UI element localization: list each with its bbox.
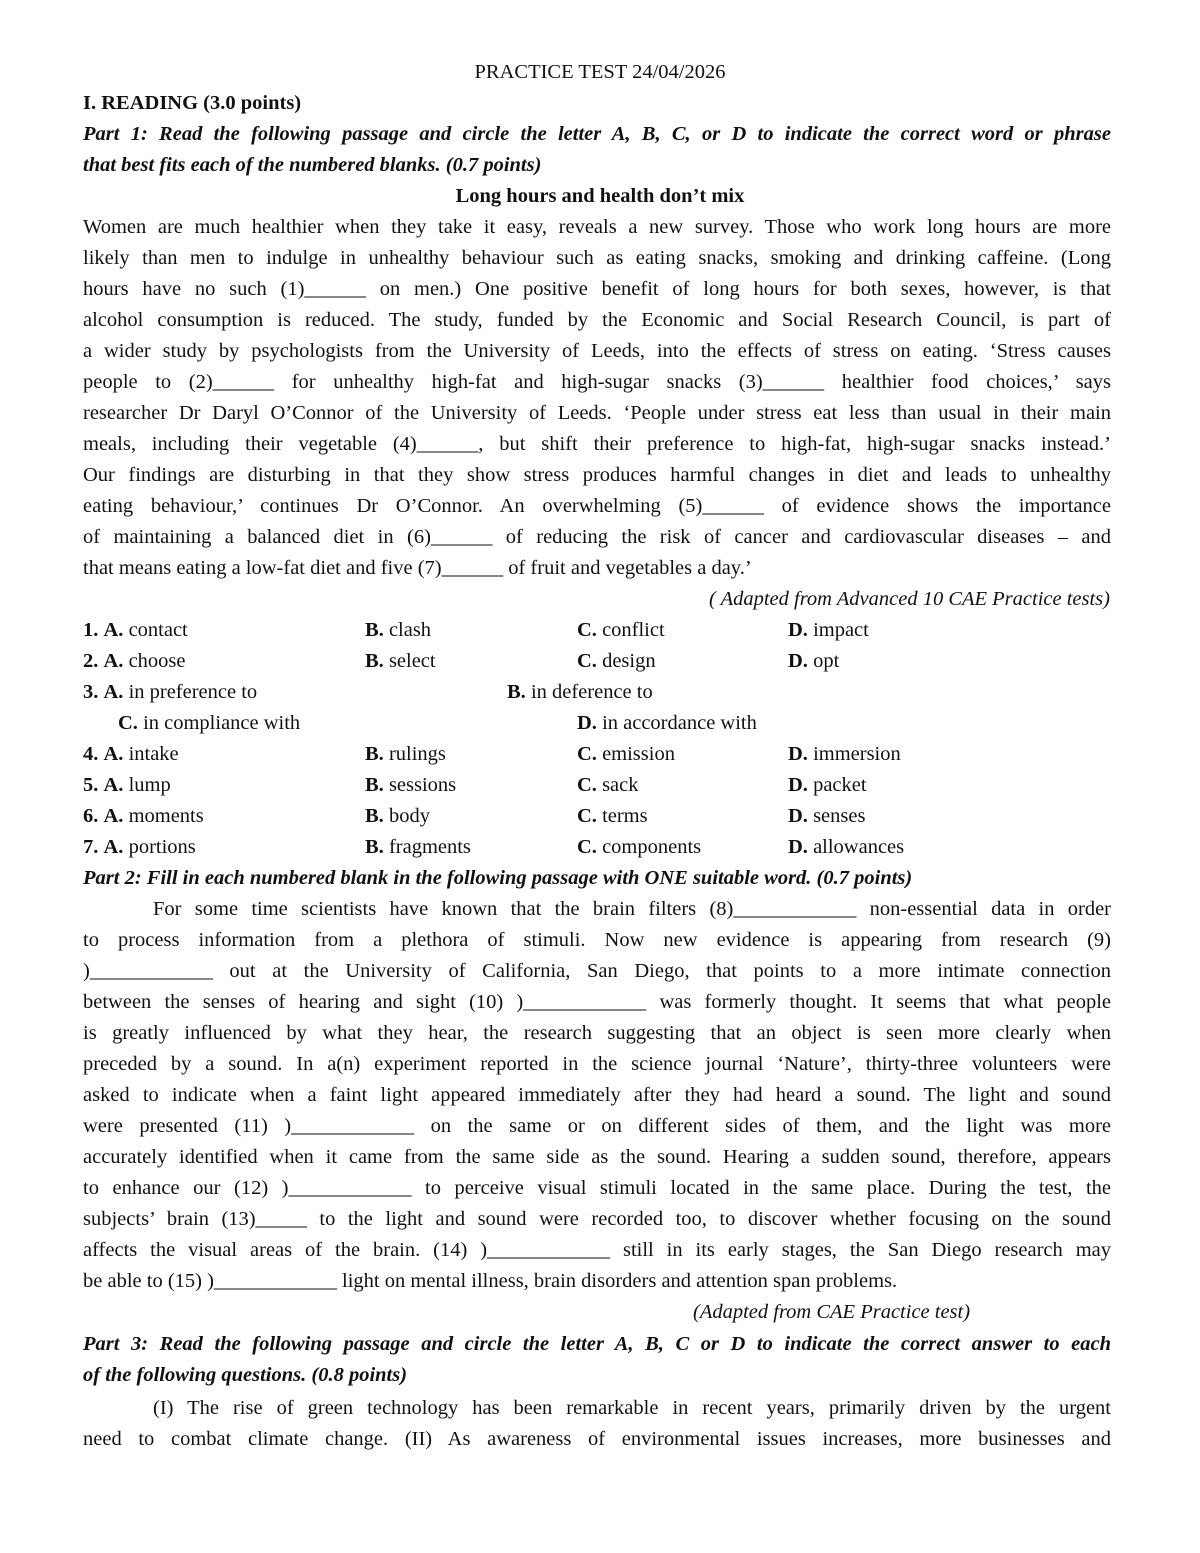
option-b[interactable]: B. select [365, 650, 436, 672]
part1-instructions-cont: that best fits each of the numbered blanks. (0.7 points) [83, 154, 542, 176]
passage1-line: likely than men to indulge in unhealthy behaviour such as eating snacks, smoking and drinking caffeine. (Long [83, 247, 1111, 269]
passage1-line: Our findings are disturbing in that they show stress produces harmful changes in diet and leads to unhealthy [83, 464, 1111, 486]
option-a[interactable]: 4. A. intake [83, 743, 179, 765]
option-a[interactable]: 2. A. choose [83, 650, 186, 672]
passage2-line: For some time scientists have known that the brain filters (8)____________ non-essential data in order [153, 898, 1111, 920]
option-c[interactable]: C. design [577, 650, 656, 672]
passage1-line: meals, including their vegetable (4)______, but shift their preference to high-fat, high-sugar snacks instead.’ [83, 433, 1111, 455]
option-c[interactable]: C. terms [577, 805, 648, 827]
passage1-line: eating behaviour,’ continues Dr O’Connor. An overwhelming (5)______ of evidence shows the importance [83, 495, 1111, 517]
option-a[interactable]: 1. A. contact [83, 619, 188, 641]
option-d[interactable]: D. in accordance with [577, 712, 757, 734]
passage2-line: is greatly influenced by what they hear, the research suggesting that an object is seen more clearly when [83, 1022, 1111, 1044]
passage2-line: accurately identified when it came from the same side as the sound. Hearing a sudden sound, therefore, appears [83, 1146, 1111, 1168]
part3-instructions: Part 3: Read the following passage and circle the letter A, B, C or D to indicate the correct answer to each [83, 1333, 1111, 1355]
passage2-line: asked to indicate when a faint light appeared immediately after they had heard a sound. The light and sound [83, 1084, 1111, 1106]
section-heading: I. READING (3.0 points) [83, 92, 302, 114]
passage1-line: a wider study by psychologists from the University of Leeds, into the effects of stress on eating. ‘Stress causes [83, 340, 1111, 362]
option-a[interactable]: 6. A. moments [83, 805, 204, 827]
passage2-line: subjects’ brain (13)_____ to the light and sound were recorded too, to discover whether focusing on the sound [83, 1208, 1111, 1230]
part2-instructions: Part 2: Fill in each numbered blank in the following passage with ONE suitable word. (0.7 points) [83, 867, 913, 889]
option-a[interactable]: 7. A. portions [83, 836, 196, 858]
passage1-line: people to (2)______ for unhealthy high-fat and high-sugar snacks (3)______ healthier food choices,’ says [83, 371, 1111, 393]
passage1-line: of maintaining a balanced diet in (6)______ of reducing the risk of cancer and cardiovascular diseases – and [83, 526, 1111, 548]
option-b[interactable]: B. in deference to [507, 681, 653, 703]
passage1-line: Women are much healthier when they take it easy, reveals a new survey. Those who work long hours are more [83, 216, 1111, 238]
option-d[interactable]: D. opt [788, 650, 840, 672]
passage2-line: affects the visual areas of the brain. (14) )____________ still in its early stages, the San Diego research may [83, 1239, 1111, 1261]
option-c[interactable]: C. conflict [577, 619, 665, 641]
option-d[interactable]: D. impact [788, 619, 869, 641]
option-c[interactable]: C. emission [577, 743, 675, 765]
option-c[interactable]: C. components [577, 836, 702, 858]
part1-instructions: Part 1: Read the following passage and circle the letter A, B, C, or D to indicate the correct word or phrase [83, 123, 1111, 145]
option-a[interactable]: 3. A. in preference to [83, 681, 258, 703]
option-b[interactable]: B. clash [365, 619, 432, 641]
passage2-line: were presented (11) )____________ on the same or on different sides of them, and the light was more [83, 1115, 1111, 1137]
passage2-line: to process information from a plethora of stimuli. Now new evidence is appearing from research (9) [83, 929, 1111, 951]
passage1-line: that means eating a low-fat diet and five (7)______ of fruit and vegetables a day.’ [83, 557, 752, 579]
passage2-line: to enhance our (12) )____________ to perceive visual stimuli located in the same place. During the test, the [83, 1177, 1111, 1199]
option-d[interactable]: D. packet [788, 774, 867, 796]
option-b[interactable]: B. body [365, 805, 430, 827]
passage2-line: be able to (15) )____________ light on mental illness, brain disorders and attention span problems. [83, 1270, 898, 1292]
passage3-line: (I) The rise of green technology has been remarkable in recent years, primarily driven by the urgent [153, 1397, 1111, 1419]
passage2-source: (Adapted from CAE Practice test) [693, 1301, 971, 1323]
option-a[interactable]: 5. A. lump [83, 774, 171, 796]
passage3-line: need to combat climate change. (II) As awareness of environmental issues increases, more businesses and [83, 1428, 1111, 1450]
option-d[interactable]: D. senses [788, 805, 866, 827]
passage2-line: )____________ out at the University of California, San Diego, that points to a more intimate connection [83, 960, 1111, 982]
option-c[interactable]: C. sack [577, 774, 639, 796]
passage1-line: alcohol consumption is reduced. The study, funded by the Economic and Social Research Council, is part of [83, 309, 1111, 331]
option-d[interactable]: D. allowances [788, 836, 905, 858]
part3-instructions-cont: of the following questions. (0.8 points) [83, 1364, 408, 1386]
passage1-line: hours have no such (1)______ on men.) One positive benefit of long hours for both sexes, however, is that [83, 278, 1111, 300]
passage2-line: preceded by a sound. In a(n) experiment reported in the science journal ‘Nature’, thirty-three volunteers were [83, 1053, 1111, 1075]
option-c[interactable]: C. in compliance with [118, 712, 301, 734]
option-d[interactable]: D. immersion [788, 743, 901, 765]
passage2-line: between the senses of hearing and sight (10) )____________ was formerly thought. It seems that what people [83, 991, 1111, 1013]
option-b[interactable]: B. fragments [365, 836, 471, 858]
page-title: PRACTICE TEST 24/04/2026 [474, 61, 726, 83]
option-b[interactable]: B. sessions [365, 774, 457, 796]
passage1-line: researcher Dr Daryl O’Connor of the University of Leeds. ‘People under stress eat less than usual in their main [83, 402, 1111, 424]
option-b[interactable]: B. rulings [365, 743, 446, 765]
passage-title: Long hours and health don’t mix [455, 185, 745, 207]
passage1-source: ( Adapted from Advanced 10 CAE Practice tests) [709, 588, 1110, 610]
